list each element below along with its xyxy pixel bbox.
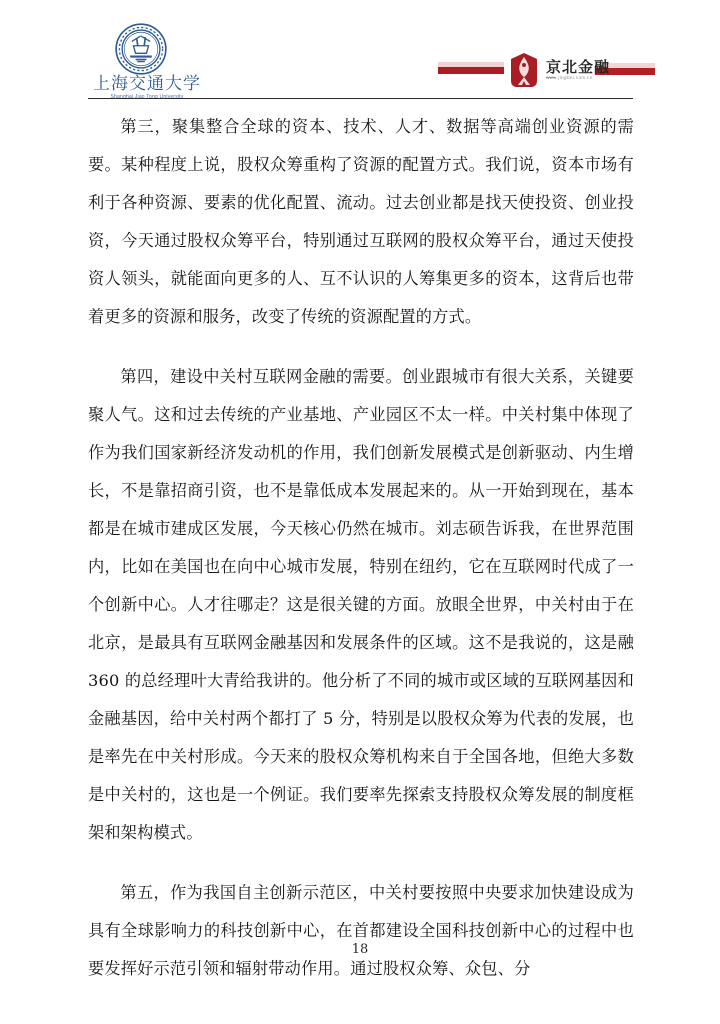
header-divider (88, 98, 633, 99)
paragraph: 第四，建设中关村互联网金融的需要。创业跟城市有很大关系，关键要聚人气。这和过去传统的产业基地、产业园区不太一样。中关村集中体现了作为我们国家新经济发动机的作用，我们创新发展模式是创新驱动、内生增长，不是靠招商引资，也不是靠低成本发展起来的。从一开始到现在，基本都是在城市建成区发展，今天核心仍然在城市。刘志硕告诉我，在世界范围内，比如在美国也在向中心城市发展，特别在纽约，它在互联网时代成了一个创新中心。人才往哪走？这是很关键的方面。放眼全世界，中关村由于在北京，是最具有互联网金融基因和发展条件的区域。这不是我说的，这是融 360 的总经理叶大青给我讲的。他分析了不同的城市或区域的互联网基因和金融基因，给中关村两个都打了 5 分，特别是以股权众筹为代表的发展，也是率先在中关村形成。今天来的股权众筹机构来自于全国各地，但绝大多数是中关村的，这也是一个例证。我们要率先探索支持股权众筹发展的制度框架和架构模式。 (88, 367, 634, 842)
jingbei-emblem-icon (508, 52, 540, 88)
paragraph: 第五，作为我国自主创新示范区，中关村要按照中央要求加快建设成为具有全球影响力的科技创新中心，在首都建设全国科技创新中心的过程中也要发挥好示范引领和辐射带动作用。通过股权众筹、众包、分 (88, 883, 634, 978)
sjtu-seal-icon (114, 22, 168, 76)
accent-bar-left (438, 67, 504, 74)
sjtu-logo (88, 22, 206, 100)
sjtu-name-cn: 上海交通大学 (93, 74, 201, 94)
paragraph: 第三，聚集整合全球的资本、技术、人才、数据等高端创业资源的需要。某种程度上说，股权众筹重构了资源的配置方式。我们说，资本市场有利于各种资源、要素的优化配置、流动。过去创业都是找天使投资、创业投资，今天通过股权众筹平台，特别通过互联网的股权众筹平台，通过天使投资人领头，就能面向更多的人、互不认识的人筹集更多的资本，这背后也带着更多的资源和服务，改变了传统的资源配置的方式。 (88, 117, 634, 326)
sjtu-name-en: Shanghai Jiao Tong University (110, 94, 184, 100)
page-number: 18 (351, 942, 369, 957)
jingbei-logo (438, 50, 658, 90)
document-body (88, 108, 634, 1010)
jingbei-url: www.jingbei.com.cn (546, 75, 593, 80)
page-footer (0, 938, 720, 957)
jingbei-name-cn: 京北金融 (546, 58, 611, 76)
page-header (0, 0, 720, 104)
